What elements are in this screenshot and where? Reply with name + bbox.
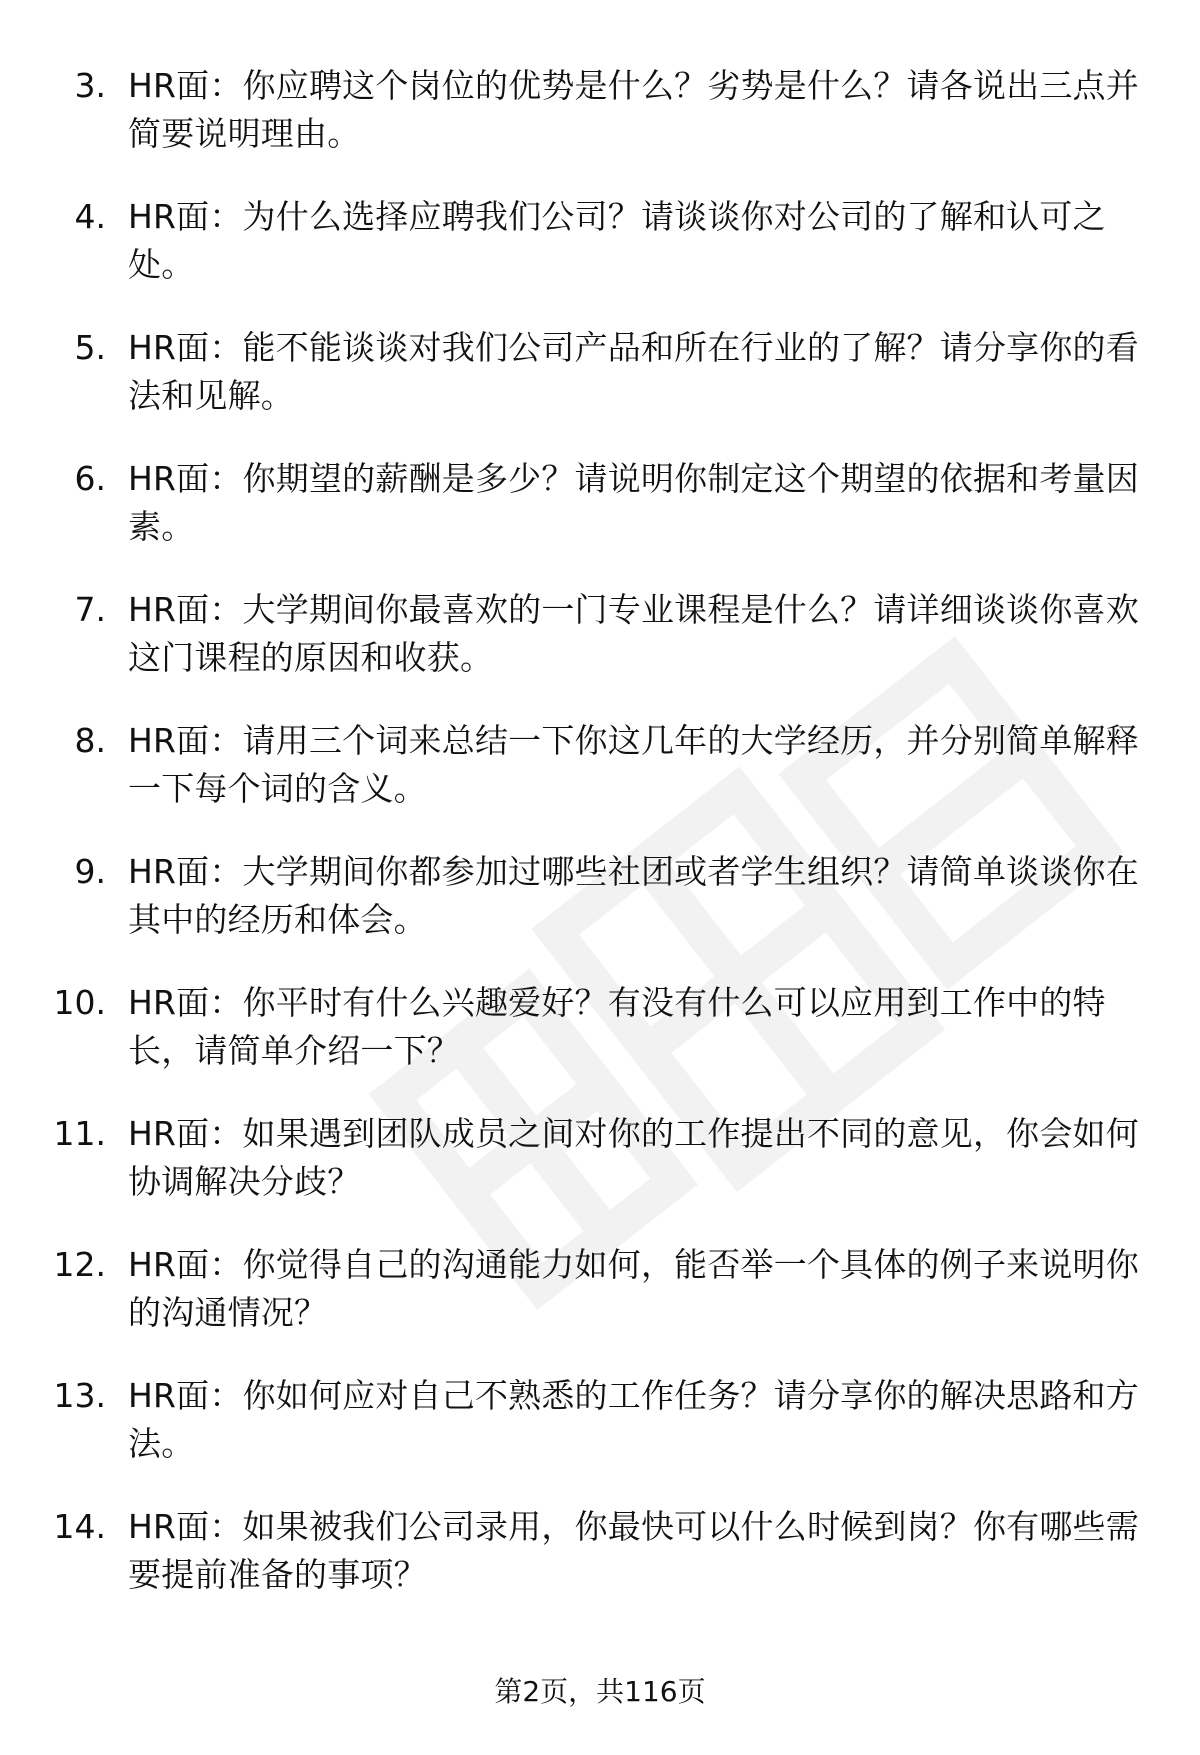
question-text: HR面：你觉得自己的沟通能力如何，能否举一个具体的例子来说明你的沟通情况？ bbox=[128, 1245, 1139, 1332]
question-text: HR面：大学期间你都参加过哪些社团或者学生组织？请简单谈谈你在其中的经历和体会。 bbox=[128, 852, 1139, 939]
list-item bbox=[0, 1372, 1200, 1503]
question-text: HR面：如果遇到团队成员之间对你的工作提出不同的意见，你会如何协调解决分歧？ bbox=[128, 1114, 1139, 1201]
question-text: HR面：你期望的薪酬是多少？请说明你制定这个期望的依据和考量因素。 bbox=[128, 459, 1139, 546]
question-text: HR面：大学期间你最喜欢的一门专业课程是什么？请详细谈谈你喜欢这门课程的原因和收获。 bbox=[128, 590, 1139, 677]
question-text: HR面：能不能谈谈对我们公司产品和所在行业的了解？请分享你的看法和见解。 bbox=[128, 328, 1139, 415]
question-number: 8. bbox=[74, 721, 106, 760]
question-number: 4. bbox=[74, 197, 106, 236]
question-number: 10. bbox=[53, 983, 106, 1022]
question-number: 11. bbox=[53, 1114, 106, 1153]
question-number: 14. bbox=[53, 1507, 106, 1546]
question-number: 5. bbox=[74, 328, 106, 367]
list-item bbox=[0, 1110, 1200, 1241]
question-text: HR面：请用三个词来总结一下你这几年的大学经历，并分别简单解释一下每个词的含义。 bbox=[128, 721, 1139, 808]
list-item bbox=[0, 1241, 1200, 1372]
list-item bbox=[0, 848, 1200, 979]
question-text: HR面：如果被我们公司录用，你最快可以什么时候到岗？你有哪些需要提前准备的事项？ bbox=[128, 1507, 1139, 1594]
question-number: 6. bbox=[74, 459, 106, 498]
question-text: HR面：你如何应对自己不熟悉的工作任务？请分享你的解决思路和方法。 bbox=[128, 1376, 1139, 1463]
question-text: HR面：你应聘这个岗位的优势是什么？劣势是什么？请各说出三点并简要说明理由。 bbox=[128, 66, 1139, 153]
question-number: 7. bbox=[74, 590, 106, 629]
page-footer: 第2页，共116页 bbox=[494, 1675, 706, 1708]
list-item bbox=[0, 62, 1200, 193]
list-item bbox=[0, 324, 1200, 455]
question-text: HR面：你平时有什么兴趣爱好？有没有什么可以应用到工作中的特长，请简单介绍一下？ bbox=[128, 983, 1106, 1070]
list-item bbox=[0, 979, 1200, 1110]
list-item bbox=[0, 455, 1200, 586]
question-number: 12. bbox=[53, 1245, 106, 1284]
list-item bbox=[0, 1503, 1200, 1634]
question-text: HR面：为什么选择应聘我们公司？请谈谈你对公司的了解和认可之处。 bbox=[128, 197, 1106, 284]
question-number: 13. bbox=[53, 1376, 106, 1415]
list-item bbox=[0, 717, 1200, 848]
question-list bbox=[0, 62, 1200, 1634]
question-number: 3. bbox=[74, 66, 106, 105]
list-item bbox=[0, 586, 1200, 717]
question-number: 9. bbox=[74, 852, 106, 891]
list-item bbox=[0, 193, 1200, 324]
